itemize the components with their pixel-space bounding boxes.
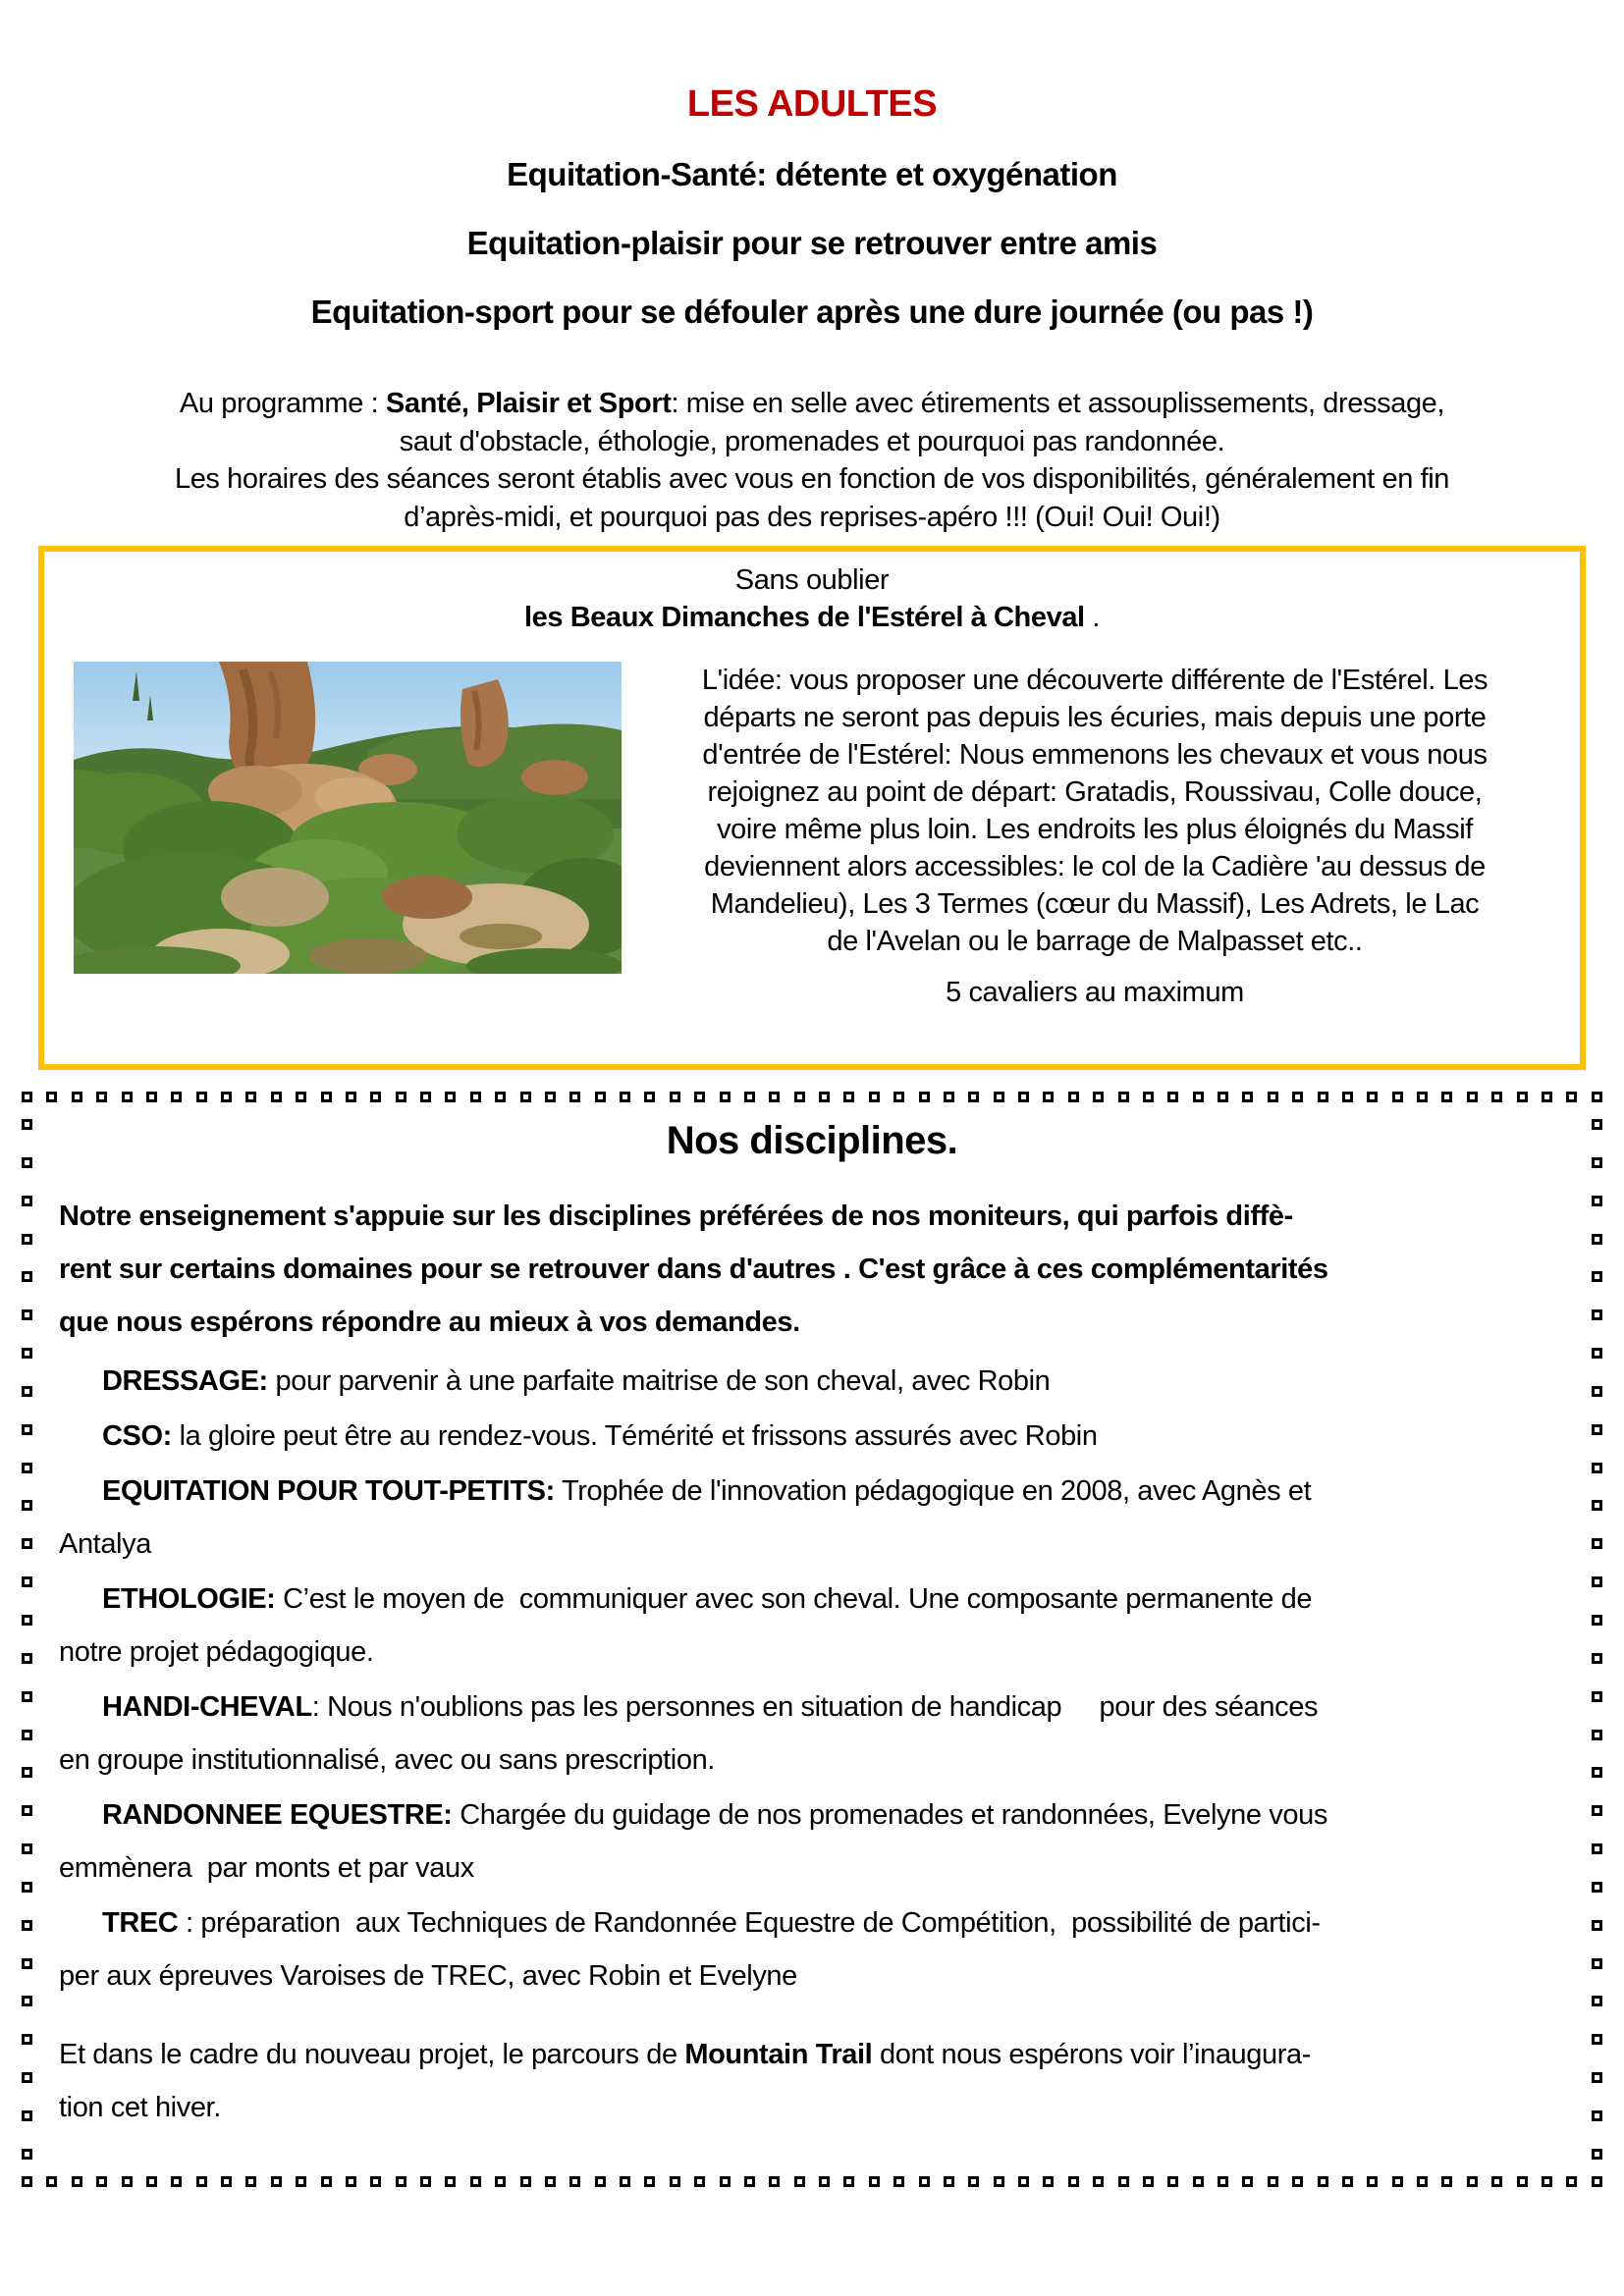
border-square-dot xyxy=(694,1092,705,1102)
border-square-dot xyxy=(221,2176,232,2187)
border-square-dot xyxy=(1592,1348,1602,1359)
border-square-dot xyxy=(520,2176,531,2187)
border-square-dot xyxy=(22,1653,32,1664)
border-square-dot xyxy=(1517,1092,1528,1102)
border-square-dot xyxy=(1093,1092,1104,1102)
border-square-dot xyxy=(644,1092,655,1102)
border-square-dot xyxy=(1592,1500,1602,1511)
esterel-heading-line1: Sans oublier xyxy=(734,564,890,596)
border-square-dot xyxy=(1592,1653,1602,1664)
border-square-dot xyxy=(744,2176,755,2187)
border-square-dot xyxy=(495,2176,506,2187)
border-square-dot xyxy=(22,1271,32,1282)
border-square-dot xyxy=(919,1092,930,1102)
border-square-dot xyxy=(22,1234,32,1245)
border-square-dot xyxy=(22,1805,32,1816)
border-square-dot xyxy=(1193,2176,1204,2187)
border-square-dot xyxy=(1592,1882,1602,1893)
disciplines-box xyxy=(22,1092,1602,2187)
text-line: Et dans le cadre du nouveau projet, le parcours de Mountain Trail dont nous espérons voir l’inaugura- xyxy=(59,2039,1311,2070)
text-line: départs ne seront pas depuis les écuries, mais depuis une porte xyxy=(703,702,1487,733)
border-square-dot xyxy=(196,2176,207,2187)
border-square-dot xyxy=(670,2176,680,2187)
border-square-dot xyxy=(1417,1092,1428,1102)
border-square-dot xyxy=(1143,1092,1154,1102)
text-line: DRESSAGE: pour parvenir à une parfaite maitrise de son cheval, avec Robin xyxy=(102,1365,1051,1397)
border-square-dot xyxy=(1592,2176,1602,2187)
border-square-dot xyxy=(72,1092,82,1102)
discipline-ethologie xyxy=(59,1573,1565,1679)
border-square-dot xyxy=(994,2176,1004,2187)
border-square-dot xyxy=(1093,2176,1104,2187)
text-line: de l'Avelan ou le barrage de Malpasset etc.. xyxy=(827,926,1363,957)
page-title: LES ADULTES xyxy=(686,83,938,125)
border-square-dot xyxy=(122,1092,133,1102)
border-square-dot xyxy=(1467,2176,1478,2187)
border-square-dot xyxy=(694,2176,705,2187)
border-square-dot xyxy=(196,1092,207,1102)
border-square-dot xyxy=(22,1730,32,1740)
border-square-dot xyxy=(72,2176,82,2187)
border-square-dot xyxy=(1242,1092,1253,1102)
border-square-dot xyxy=(595,1092,606,1102)
border-square-dot xyxy=(1068,1092,1079,1102)
border-square-dot xyxy=(22,1196,32,1206)
text-line: per aux épreuves Varoises de TREC, avec Robin et Evelyne xyxy=(59,1960,797,1992)
border-square-dot xyxy=(22,1691,32,1702)
border-square-dot xyxy=(1491,2176,1502,2187)
border-square-dot xyxy=(245,1092,256,1102)
discipline-dressage xyxy=(59,1355,1565,1408)
border-square-dot xyxy=(1318,2176,1328,2187)
border-square-dot xyxy=(296,1092,306,1102)
esterel-max-riders: 5 cavaliers au maximum xyxy=(946,977,1244,1008)
text-line: emmènera par monts et par vaux xyxy=(59,1852,474,1884)
discipline-handi-cheval xyxy=(59,1681,1565,1787)
discipline-trec xyxy=(59,1896,1565,2002)
border-square-dot xyxy=(22,1092,32,1102)
border-square-dot xyxy=(22,1767,32,1778)
border-square-dot xyxy=(46,2176,57,2187)
border-square-dot xyxy=(1592,1615,1602,1626)
text-line: HANDI-CHEVAL: Nous n'oublions pas les personnes en situation de handicap pour des séances xyxy=(102,1691,1319,1723)
border-square-dot xyxy=(1592,1691,1602,1702)
border-square-dot xyxy=(869,2176,880,2187)
border-square-dot xyxy=(1367,1092,1378,1102)
border-square-dot xyxy=(1592,1730,1602,1740)
border-square-dot xyxy=(1592,1386,1602,1397)
dotted-border-bottom xyxy=(22,2176,1602,2187)
border-square-dot xyxy=(420,1092,431,1102)
border-square-dot xyxy=(22,1882,32,1893)
dotted-border-top xyxy=(22,1092,1602,1102)
text-line: tion cet hiver. xyxy=(59,2092,221,2123)
border-square-dot xyxy=(271,1092,282,1102)
border-square-dot xyxy=(944,1092,954,1102)
esterel-heading-line2 xyxy=(44,599,1580,636)
border-square-dot xyxy=(1592,1119,1602,1130)
border-square-dot xyxy=(171,2176,182,2187)
border-square-dot xyxy=(296,2176,306,2187)
border-square-dot xyxy=(1218,1092,1228,1102)
border-square-dot xyxy=(569,1092,580,1102)
border-square-dot xyxy=(1242,2176,1253,2187)
border-square-dot xyxy=(1592,2034,1602,2045)
border-square-dot xyxy=(1342,1092,1353,1102)
border-square-dot xyxy=(1441,1092,1452,1102)
border-square-dot xyxy=(595,2176,606,2187)
esterel-photo-text-row xyxy=(44,662,1580,974)
border-square-dot xyxy=(1592,2110,1602,2121)
border-square-dot xyxy=(370,1092,381,1102)
border-square-dot xyxy=(396,1092,406,1102)
border-square-dot xyxy=(843,1092,854,1102)
border-square-dot xyxy=(420,2176,431,2187)
mountain-trail-note xyxy=(59,2028,1565,2134)
border-square-dot xyxy=(769,2176,780,2187)
border-square-dot xyxy=(1167,1092,1178,1102)
text-line: CSO: la gloire peut être au rendez-vous. Témérité et frissons assurés avec Robin xyxy=(102,1420,1098,1452)
border-square-dot xyxy=(370,2176,381,2187)
border-square-dot xyxy=(620,2176,630,2187)
border-square-dot xyxy=(1043,2176,1054,2187)
border-square-dot xyxy=(1018,2176,1029,2187)
border-square-dot xyxy=(670,1092,680,1102)
border-square-dot xyxy=(22,1424,32,1435)
border-square-dot xyxy=(22,1843,32,1854)
border-square-dot xyxy=(495,1092,506,1102)
border-square-dot xyxy=(1517,2176,1528,2187)
border-square-dot xyxy=(1218,2176,1228,2187)
border-square-dot xyxy=(96,2176,107,2187)
text-line: les Beaux Dimanches de l'Estérel à Cheval . xyxy=(523,602,1101,633)
border-square-dot xyxy=(919,2176,930,2187)
text-line: L'idée: vous proposer une découverte différente de l'Estérel. Les xyxy=(701,665,1489,696)
border-square-dot xyxy=(1592,2149,1602,2160)
border-square-dot xyxy=(1318,1092,1328,1102)
border-square-dot xyxy=(470,2176,481,2187)
border-square-dot xyxy=(1441,2176,1452,2187)
border-square-dot xyxy=(893,1092,904,1102)
border-square-dot xyxy=(819,2176,830,2187)
border-square-dot xyxy=(1592,1576,1602,1587)
border-square-dot xyxy=(794,1092,805,1102)
border-square-dot xyxy=(346,1092,356,1102)
text-line: notre projet pédagogique. xyxy=(59,1636,374,1668)
border-square-dot xyxy=(1417,2176,1428,2187)
border-square-dot xyxy=(1018,1092,1029,1102)
border-square-dot xyxy=(22,1119,32,1130)
esterel-footer-row xyxy=(44,974,1580,1011)
border-square-dot xyxy=(445,1092,456,1102)
border-square-dot xyxy=(346,2176,356,2187)
text-line: voire même plus loin. Les endroits les plus éloignés du Massif xyxy=(717,814,1473,845)
border-square-dot xyxy=(1592,1463,1602,1473)
border-square-dot xyxy=(1068,2176,1079,2187)
border-square-dot xyxy=(545,1092,556,1102)
border-square-dot xyxy=(1592,1271,1602,1282)
border-square-dot xyxy=(1118,1092,1129,1102)
subtitle-plaisir: Equitation-plaisir pour se retrouver entre amis xyxy=(466,225,1158,261)
border-square-dot xyxy=(22,1538,32,1549)
text-line: saut d'obstacle, éthologie, promenades et pourquoi pas randonnée. xyxy=(399,425,1225,457)
border-square-dot xyxy=(944,2176,954,2187)
border-square-dot xyxy=(22,2072,32,2083)
border-square-dot xyxy=(843,2176,854,2187)
border-square-dot xyxy=(22,1996,32,2006)
text-line: TREC : préparation aux Techniques de Randonnée Equestre de Compétition, possibilité de partici- xyxy=(102,1907,1321,1939)
border-square-dot xyxy=(1292,1092,1303,1102)
border-square-dot xyxy=(769,1092,780,1102)
border-square-dot xyxy=(22,1920,32,1931)
border-square-dot xyxy=(245,2176,256,2187)
border-square-dot xyxy=(1268,1092,1278,1102)
text-line: Au programme : Santé, Plaisir et Sport: mise en selle avec étirements et assouplissements, dressage, xyxy=(179,388,1445,419)
border-square-dot xyxy=(22,1500,32,1511)
text-line: d'entrée de l'Estérel: Nous emmenons les chevaux et vous nous xyxy=(702,739,1488,771)
dotted-border-left xyxy=(22,1119,32,2160)
text-line: Les horaires des séances seront établis avec vous en fonction de vos disponibilités, généralement en fin xyxy=(174,463,1450,495)
border-square-dot xyxy=(321,1092,332,1102)
border-square-dot xyxy=(1143,2176,1154,2187)
border-square-dot xyxy=(321,2176,332,2187)
border-square-dot xyxy=(1592,1996,1602,2006)
border-square-dot xyxy=(1491,1092,1502,1102)
border-square-dot xyxy=(22,1348,32,1359)
border-square-dot xyxy=(1367,2176,1378,2187)
border-square-dot xyxy=(396,2176,406,2187)
text-line: rejoignez au point de départ: Gratadis, Roussivau, Colle douce, xyxy=(707,776,1483,808)
border-square-dot xyxy=(720,2176,731,2187)
text-line: rent sur certains domaines pour se retrouver dans d'autres . C'est grâce à ces complémentarités xyxy=(59,1254,1328,1285)
text-line: RANDONNEE EQUESTRE: Chargée du guidage de nos promenades et randonnées, Evelyne vous xyxy=(102,1799,1327,1831)
subtitle-sport: Equitation-sport pour se défouler après une dure journée (ou pas !) xyxy=(310,294,1314,330)
border-square-dot xyxy=(96,1092,107,1102)
discipline-cso xyxy=(59,1410,1565,1463)
esterel-massif-landscape-photo xyxy=(74,662,622,974)
border-square-dot xyxy=(1043,1092,1054,1102)
border-square-dot xyxy=(1542,1092,1552,1102)
border-square-dot xyxy=(146,1092,157,1102)
border-square-dot xyxy=(22,1576,32,1587)
border-square-dot xyxy=(22,1958,32,1969)
text-line: Antalya xyxy=(59,1528,151,1560)
border-square-dot xyxy=(1193,1092,1204,1102)
border-square-dot xyxy=(819,1092,830,1102)
dotted-border-right xyxy=(1592,1119,1602,2160)
border-square-dot xyxy=(22,1615,32,1626)
border-square-dot xyxy=(1392,1092,1403,1102)
border-square-dot xyxy=(1592,1767,1602,1778)
disciplines-intro xyxy=(59,1190,1565,1349)
border-square-dot xyxy=(620,1092,630,1102)
border-square-dot xyxy=(22,2176,32,2187)
border-square-dot xyxy=(1566,2176,1577,2187)
border-square-dot xyxy=(22,1463,32,1473)
border-square-dot xyxy=(1592,1424,1602,1435)
border-square-dot xyxy=(994,1092,1004,1102)
border-square-dot xyxy=(445,2176,456,2187)
disciplines-content xyxy=(41,1103,1583,2173)
border-square-dot xyxy=(1592,1805,1602,1816)
discipline-randonnee xyxy=(59,1789,1565,1895)
disciplines-title: Nos disciplines. xyxy=(666,1119,958,1162)
text-line: Mandelieu), Les 3 Termes (cœur du Massif), Les Adrets, le Lac xyxy=(710,888,1480,920)
esterel-description xyxy=(622,662,1568,960)
text-line: Notre enseignement s'appuie sur les disciplines préférées de nos moniteurs, qui parfois diffè- xyxy=(59,1201,1293,1232)
border-square-dot xyxy=(1592,1196,1602,1206)
border-square-dot xyxy=(720,1092,731,1102)
border-square-dot xyxy=(221,1092,232,1102)
border-square-dot xyxy=(520,1092,531,1102)
border-square-dot xyxy=(968,2176,979,2187)
esterel-highlight-box xyxy=(38,546,1586,1070)
border-square-dot xyxy=(1592,1157,1602,1168)
discipline-tout-petits xyxy=(59,1465,1565,1571)
border-square-dot xyxy=(22,2149,32,2160)
border-square-dot xyxy=(22,2034,32,2045)
subtitle-sante: Equitation-Santé: détente et oxygénation xyxy=(507,156,1117,192)
border-square-dot xyxy=(1592,1234,1602,1245)
border-square-dot xyxy=(1592,2072,1602,2083)
border-square-dot xyxy=(744,1092,755,1102)
border-square-dot xyxy=(869,1092,880,1102)
text-line: en groupe institutionnalisé, avec ou sans prescription. xyxy=(59,1744,715,1776)
border-square-dot xyxy=(893,2176,904,2187)
border-square-dot xyxy=(1342,2176,1353,2187)
text-line: d’après-midi, et pourquoi pas des reprises-apéro !!! (Oui! Oui! Oui!) xyxy=(404,501,1220,533)
text-line: deviennent alors accessibles: le col de la Cadière 'au dessus de xyxy=(704,851,1486,882)
text-line: ETHOLOGIE: C’est le moyen de communiquer avec son cheval. Une composante permanente de xyxy=(102,1583,1313,1615)
border-square-dot xyxy=(22,2110,32,2121)
border-square-dot xyxy=(1566,1092,1577,1102)
border-square-dot xyxy=(1292,2176,1303,2187)
border-square-dot xyxy=(46,1092,57,1102)
border-square-dot xyxy=(1592,1092,1602,1102)
border-square-dot xyxy=(1592,1309,1602,1320)
border-square-dot xyxy=(545,2176,556,2187)
border-square-dot xyxy=(146,2176,157,2187)
border-square-dot xyxy=(1268,2176,1278,2187)
border-square-dot xyxy=(644,2176,655,2187)
border-square-dot xyxy=(22,1309,32,1320)
border-square-dot xyxy=(968,1092,979,1102)
text-line: EQUITATION POUR TOUT-PETITS: Trophée de l'innovation pédagogique en 2008, avec Agnès et xyxy=(102,1475,1312,1507)
text-line: que nous espérons répondre au mieux à vos demandes. xyxy=(59,1307,800,1338)
border-square-dot xyxy=(569,2176,580,2187)
border-square-dot xyxy=(794,2176,805,2187)
border-square-dot xyxy=(1392,2176,1403,2187)
border-square-dot xyxy=(22,1386,32,1397)
border-square-dot xyxy=(171,1092,182,1102)
border-square-dot xyxy=(1592,1843,1602,1854)
border-square-dot xyxy=(1542,2176,1552,2187)
border-square-dot xyxy=(1118,2176,1129,2187)
border-square-dot xyxy=(271,2176,282,2187)
border-square-dot xyxy=(1592,1958,1602,1969)
border-square-dot xyxy=(122,2176,133,2187)
border-square-dot xyxy=(1592,1920,1602,1931)
border-square-dot xyxy=(470,1092,481,1102)
disciplines-list xyxy=(59,1355,1565,2002)
border-square-dot xyxy=(1592,1538,1602,1549)
border-square-dot xyxy=(1167,2176,1178,2187)
border-square-dot xyxy=(1467,1092,1478,1102)
border-square-dot xyxy=(22,1157,32,1168)
program-paragraph xyxy=(41,385,1583,536)
